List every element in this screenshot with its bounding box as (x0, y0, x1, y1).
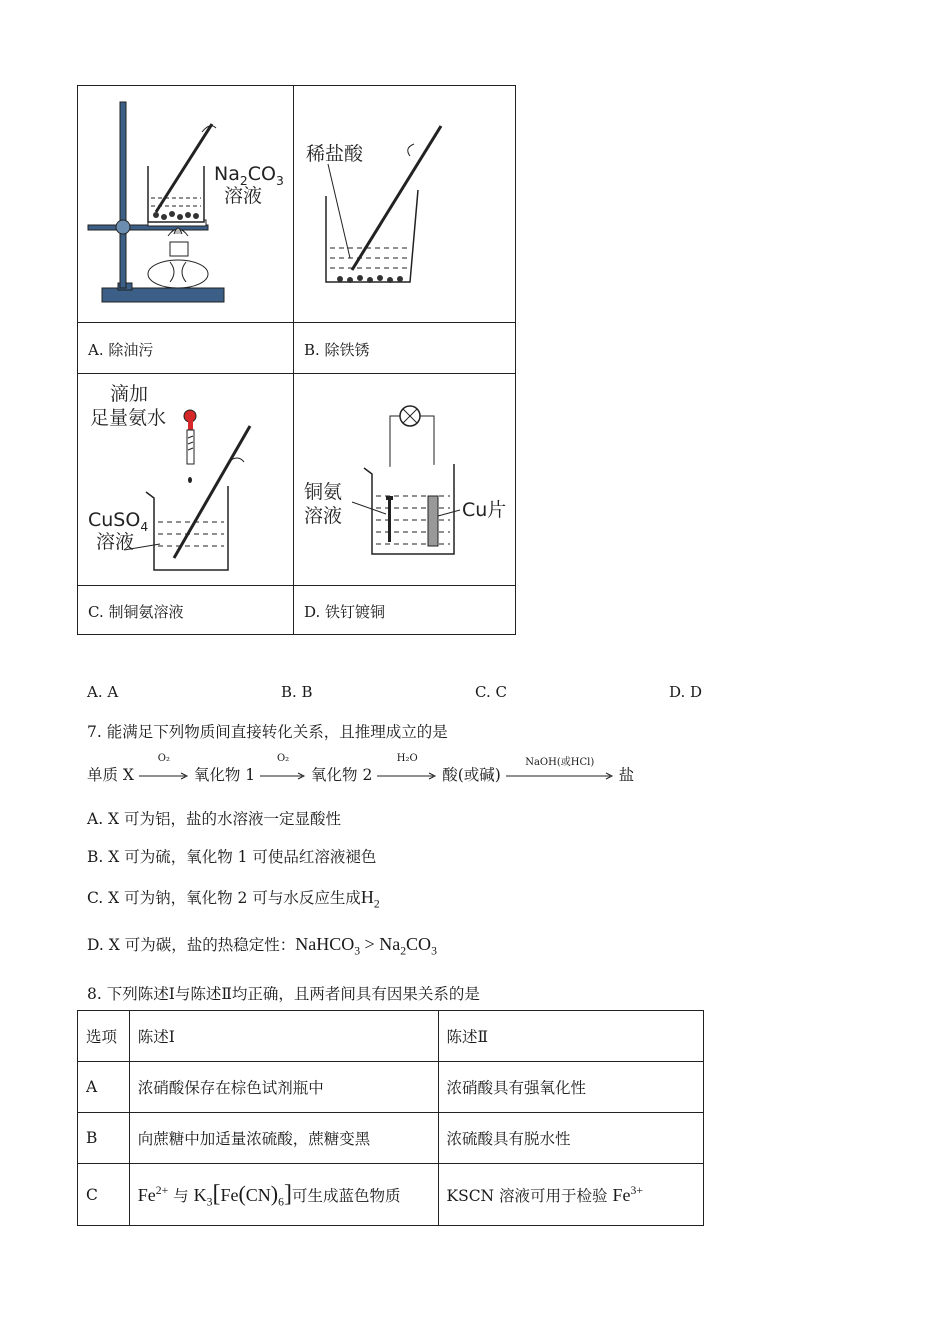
table-header-row (78, 1011, 704, 1062)
cell-c-image (77, 373, 294, 586)
arrow-2 (260, 753, 306, 785)
arrow-4-icon (506, 771, 614, 781)
label-cu-plate: Cu片 (462, 499, 507, 521)
arrow-1-condition: O₂ (157, 753, 171, 764)
chain-oxide1: 氧化物 1 (193, 766, 256, 784)
row-b-statement-1: 向蔗糖中加适量浓硫酸，蔗糖变黑 (129, 1113, 438, 1164)
arrow-2-condition: O₂ (276, 753, 290, 764)
caption-b: B. 除铁锈 (304, 341, 370, 359)
row-c-statement-1: $Fe^{2+}$ 与 $K_3[Fe(CN)_6]$可生成蓝色物质 (129, 1164, 438, 1226)
label-add-ammonia-1: 滴加 (110, 383, 149, 405)
q7-chain (87, 753, 635, 785)
label-copper-ammonia-2: 溶液 (304, 505, 343, 527)
apparatus-grid (77, 85, 516, 635)
caption-a: A. 除油污 (88, 341, 154, 359)
cell-d-image (293, 373, 516, 586)
header-statement-1: 陈述Ⅰ (129, 1011, 438, 1062)
label-cuso4: CuSO$_4$ (88, 509, 149, 534)
label-copper-ammonia-1: 铜氨 (304, 481, 343, 503)
arrow-4-condition: NaOH(或HCl) (525, 757, 595, 768)
row-a-statement-1: 浓硝酸保存在棕色试剂瓶中 (129, 1062, 438, 1113)
arrow-1 (139, 753, 189, 785)
chain-acid: 酸(或碱) (442, 766, 501, 784)
arrow-3 (377, 753, 437, 785)
row-b-option: B (78, 1113, 130, 1164)
q6-option-c: C. C (475, 683, 507, 701)
row-c-statement-2: KSCN 溶液可用于检验 $Fe^{3+}$ (438, 1164, 704, 1226)
label-dilute-hcl: 稀盐酸 (306, 143, 364, 165)
cell-a-caption (77, 322, 294, 374)
q6-option-a: A. A (87, 683, 119, 701)
q6-option-b: B. B (281, 683, 313, 701)
chain-salt: 盐 (618, 766, 635, 784)
label-solution-a: 溶液 (224, 185, 263, 207)
label-na2co3: $Na_2CO_3$ (214, 163, 284, 188)
row-c-option: C (78, 1164, 130, 1226)
table-row (78, 1062, 704, 1113)
arrow-4 (506, 757, 614, 785)
row-b-statement-2: 浓硫酸具有脱水性 (438, 1113, 704, 1164)
stability-formula: NaHCO$_3$ > $Na_2CO_3$ (295, 934, 437, 958)
header-statement-2: 陈述Ⅱ (438, 1011, 704, 1062)
label-solution-c: 溶液 (96, 531, 135, 553)
h2-formula: $H_2$ (360, 887, 380, 911)
q6-option-d: D. D (669, 683, 703, 701)
arrow-2-icon (260, 771, 306, 781)
cell-b-image (293, 85, 516, 323)
q7-option-d: D. X 可为碳，盐的热稳定性：NaHCO$_3$ > $Na_2CO_3$ (87, 934, 437, 958)
caption-d: D. 铁钉镀铜 (304, 603, 386, 621)
row-a-option: A (78, 1062, 130, 1113)
table-row (78, 1113, 704, 1164)
cell-b-caption (293, 322, 516, 374)
cell-a-image (77, 85, 294, 323)
chain-start: 单质 X (87, 766, 134, 784)
label-add-ammonia-2: 足量氨水 (90, 407, 167, 429)
q7-option-c: C. X 可为钠，氧化物 2 可与水反应生成$H_2$ (87, 887, 380, 911)
arrow-1-icon (139, 771, 189, 781)
chain-oxide2: 氧化物 2 (311, 766, 373, 784)
apparatus-b-figure (294, 86, 515, 322)
arrow-3-condition: H₂O (396, 753, 418, 764)
q7-option-b: B. X 可为硫，氧化物 1 可使品红溶液褪色 (87, 848, 377, 866)
cell-d-caption (293, 585, 516, 635)
cell-c-caption (77, 585, 294, 635)
row-a-statement-2: 浓硝酸具有强氧化性 (438, 1062, 704, 1113)
header-option: 选项 (78, 1011, 130, 1062)
q7-stem: 7. 能满足下列物质间直接转化关系，且推理成立的是 (87, 723, 448, 741)
q8-stem: 8. 下列陈述Ⅰ与陈述Ⅱ均正确，且两者间具有因果关系的是 (87, 985, 480, 1003)
q8-table (77, 1010, 704, 1226)
q7-option-a: A. X 可为铝，盐的水溶液一定显酸性 (87, 810, 342, 828)
caption-c: C. 制铜氨溶液 (88, 603, 184, 621)
arrow-3-icon (377, 771, 437, 781)
table-row (78, 1164, 704, 1226)
